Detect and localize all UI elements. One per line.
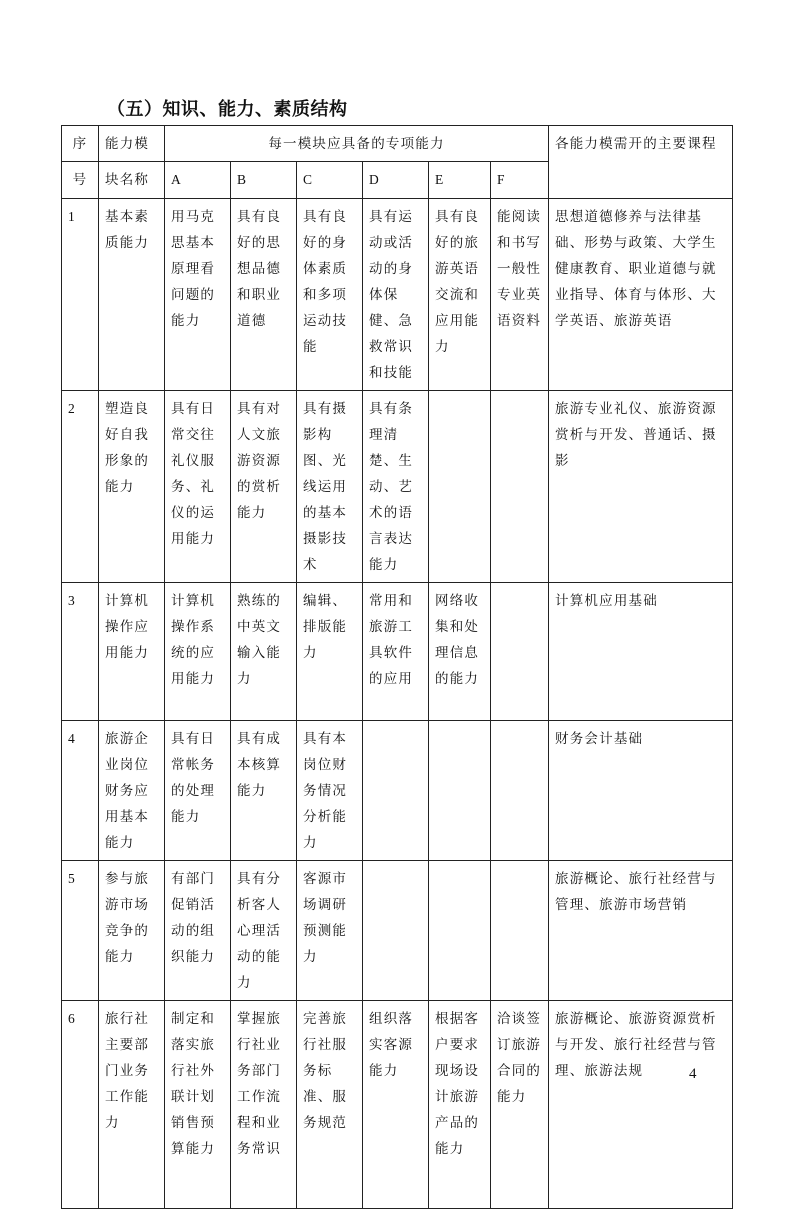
ability-cell-b: 具有良好的思想品德和职业道德	[231, 199, 297, 391]
header-courses: 各能力模需开的主要课程	[549, 126, 733, 199]
section-heading: （五）知识、能力、素质结构	[107, 99, 348, 120]
course-list: 旅游概论、旅游资源赏析与开发、旅行社经营与管理、旅游法规	[549, 1001, 733, 1209]
row-number: 4	[62, 721, 99, 861]
ability-cell-a: 有部门促销活动的组织能力	[165, 861, 231, 1001]
ability-cell-b: 熟练的中英文输入能力	[231, 583, 297, 721]
ability-cell-f	[491, 583, 549, 721]
ability-cell-c: 客源市场调研预测能力	[297, 861, 363, 1001]
table-row	[62, 721, 733, 861]
module-name: 塑造良好自我形象的能力	[99, 391, 165, 583]
ability-cell-b: 具有分析客人心理活动的能力	[231, 861, 297, 1001]
table-row	[62, 1001, 733, 1209]
ability-cell-d: 常用和旅游工具软件的应用	[363, 583, 429, 721]
ability-cell-d	[363, 721, 429, 861]
header-letter-a: A	[165, 162, 231, 199]
header-abilities: 每一模块应具备的专项能力	[165, 126, 549, 162]
ability-cell-e	[429, 391, 491, 583]
ability-cell-d: 组织落实客源能力	[363, 1001, 429, 1209]
ability-cell-e: 根据客户要求现场设计旅游产品的能力	[429, 1001, 491, 1209]
ability-cell-a: 用马克思基本原理看问题的能力	[165, 199, 231, 391]
ability-cell-c: 编辑、排版能力	[297, 583, 363, 721]
ability-cell-a: 具有日常交往礼仪服务、礼仪的运用能力	[165, 391, 231, 583]
row-number: 6	[62, 1001, 99, 1209]
module-name: 参与旅游市场竞争的能力	[99, 861, 165, 1001]
ability-cell-e	[429, 861, 491, 1001]
ability-cell-e	[429, 721, 491, 861]
ability-cell-f	[491, 721, 549, 861]
ability-structure-table	[61, 125, 733, 1209]
course-list: 旅游专业礼仪、旅游资源赏析与开发、普通话、摄影	[549, 391, 733, 583]
ability-cell-f: 能阅读和书写一般性专业英语资料	[491, 199, 549, 391]
table-row	[62, 861, 733, 1001]
ability-cell-b: 掌握旅行社业务部门工作流程和业务常识	[231, 1001, 297, 1209]
row-number: 5	[62, 861, 99, 1001]
ability-cell-f	[491, 861, 549, 1001]
ability-cell-d: 具有条理清楚、生动、艺术的语言表达能力	[363, 391, 429, 583]
module-name: 计算机操作应用能力	[99, 583, 165, 721]
header-letter-b: B	[231, 162, 297, 199]
ability-cell-f	[491, 391, 549, 583]
course-list: 财务会计基础	[549, 721, 733, 861]
page-number: 4	[689, 1066, 697, 1082]
table-row	[62, 391, 733, 583]
ability-cell-b: 具有对人文旅游资源的赏析能力	[231, 391, 297, 583]
row-number: 2	[62, 391, 99, 583]
module-name: 基本素质能力	[99, 199, 165, 391]
header-letter-d: D	[363, 162, 429, 199]
course-list: 计算机应用基础	[549, 583, 733, 721]
header-letter-e: E	[429, 162, 491, 199]
ability-cell-c: 完善旅行社服务标准、服务规范	[297, 1001, 363, 1209]
row-number: 3	[62, 583, 99, 721]
header-letter-f: F	[491, 162, 549, 199]
ability-cell-d	[363, 861, 429, 1001]
table-row	[62, 583, 733, 721]
course-list: 思想道德修养与法律基础、形势与政策、大学生健康教育、职业道德与就业指导、体育与体形、大学英语、旅游英语	[549, 199, 733, 391]
ability-cell-a: 具有日常帐务的处理能力	[165, 721, 231, 861]
header-letter-c: C	[297, 162, 363, 199]
header-seq-bottom: 号	[62, 162, 99, 199]
ability-cell-b: 具有成本核算能力	[231, 721, 297, 861]
ability-cell-e: 具有良好的旅游英语交流和应用能力	[429, 199, 491, 391]
course-list: 旅游概论、旅行社经营与管理、旅游市场营销	[549, 861, 733, 1001]
ability-cell-e: 网络收集和处理信息的能力	[429, 583, 491, 721]
header-module-bottom: 块名称	[99, 162, 165, 199]
table-row	[62, 199, 733, 391]
module-name: 旅游企业岗位财务应用基本能力	[99, 721, 165, 861]
ability-cell-f: 洽谈签订旅游合同的能力	[491, 1001, 549, 1209]
ability-cell-c: 具有良好的身体素质和多项运动技能	[297, 199, 363, 391]
module-name: 旅行社主要部门业务工作能力	[99, 1001, 165, 1209]
row-number: 1	[62, 199, 99, 391]
ability-cell-a: 制定和落实旅行社外联计划销售预算能力	[165, 1001, 231, 1209]
header-seq-top: 序	[62, 126, 99, 162]
ability-cell-d: 具有运动或活动的身体保健、急救常识和技能	[363, 199, 429, 391]
ability-cell-c: 具有摄影构图、光线运用的基本摄影技术	[297, 391, 363, 583]
header-module-top: 能力模	[99, 126, 165, 162]
ability-cell-c: 具有本岗位财务情况分析能力	[297, 721, 363, 861]
ability-cell-a: 计算机操作系统的应用能力	[165, 583, 231, 721]
